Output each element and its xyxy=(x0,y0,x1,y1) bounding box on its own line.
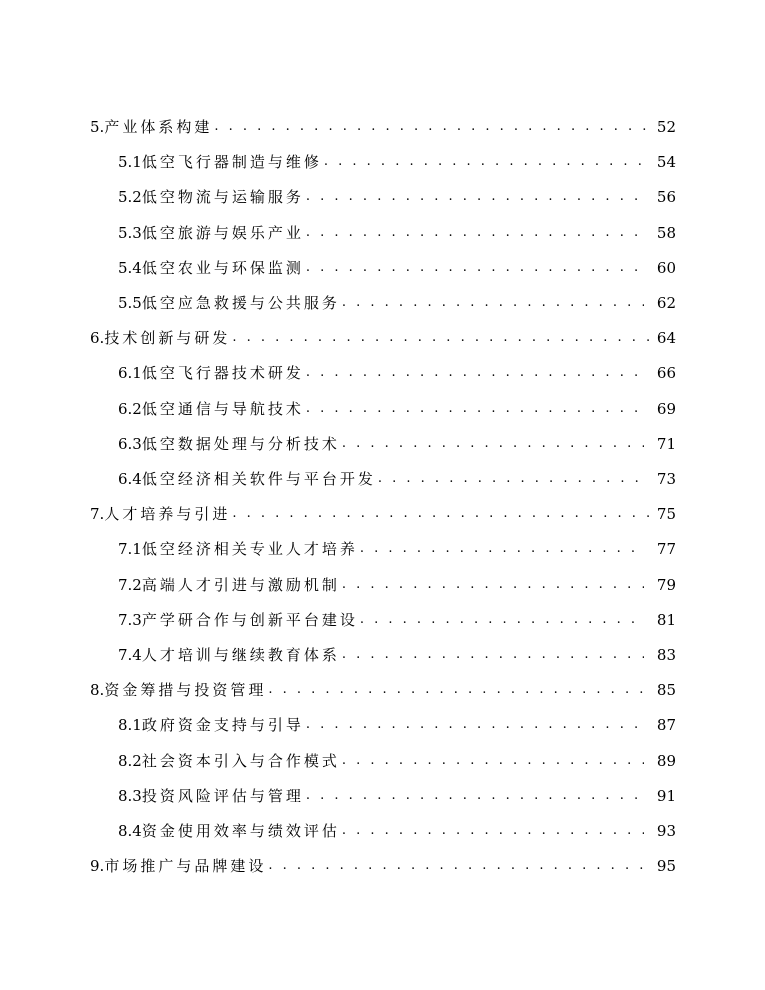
toc-dot-leader xyxy=(324,153,644,171)
toc-page-number: 62 xyxy=(656,294,676,312)
toc-entry-number: 6.2 xyxy=(118,400,142,418)
toc-entry-number: 5.5 xyxy=(118,294,142,312)
toc-dot-leader xyxy=(306,716,644,734)
toc-entry-title: 低空经济相关专业人才培养 xyxy=(141,540,358,558)
toc-page-number: 52 xyxy=(656,118,676,136)
toc-section-entry[interactable] xyxy=(118,147,676,171)
toc-entry-number: 7.4 xyxy=(118,646,142,664)
toc-dot-leader xyxy=(306,259,644,277)
toc-entry-title: 政府资金支持与引导 xyxy=(141,716,304,734)
toc-entry-number: 7.2 xyxy=(118,576,142,594)
toc-entry-title: 技术创新与研发 xyxy=(104,329,231,347)
toc-dot-leader xyxy=(306,787,644,805)
toc-chapter-entry[interactable] xyxy=(90,499,676,523)
toc-entry-number: 5.4 xyxy=(118,259,142,277)
toc-entry-number: 6. xyxy=(90,329,105,347)
toc-dot-leader xyxy=(232,329,652,347)
toc-page-number: 77 xyxy=(656,540,676,558)
toc-section-entry[interactable] xyxy=(118,640,676,664)
toc-entry-number: 6.3 xyxy=(118,435,142,453)
toc-entry-title: 人才培训与继续教育体系 xyxy=(141,646,340,664)
toc-dot-leader xyxy=(360,540,644,558)
toc-dot-leader xyxy=(306,188,644,206)
toc-section-entry[interactable] xyxy=(118,394,676,418)
toc-section-entry[interactable] xyxy=(118,781,676,805)
toc-section-entry[interactable] xyxy=(118,182,676,206)
toc-entry-title: 资金使用效率与绩效评估 xyxy=(141,822,340,840)
toc-dot-leader xyxy=(342,822,644,840)
toc-entry-title: 低空物流与运输服务 xyxy=(141,188,304,206)
toc-page-number: 83 xyxy=(656,646,676,664)
toc-entry-title: 社会资本引入与合作模式 xyxy=(141,752,340,770)
toc-page-number: 71 xyxy=(656,435,676,453)
toc-section-entry[interactable] xyxy=(118,218,676,242)
toc-entry-number: 7. xyxy=(90,505,105,523)
toc-entry-title: 低空飞行器制造与维修 xyxy=(141,153,322,171)
toc-page-number: 93 xyxy=(656,822,676,840)
toc-dot-leader xyxy=(268,857,652,875)
toc-entry-number: 5.2 xyxy=(118,188,142,206)
toc-chapter-entry[interactable] xyxy=(90,675,676,699)
toc-page-number: 73 xyxy=(656,470,676,488)
toc-page-number: 91 xyxy=(656,787,676,805)
toc-dot-leader xyxy=(232,505,652,523)
toc-entry-title: 低空通信与导航技术 xyxy=(141,400,304,418)
toc-dot-leader xyxy=(214,118,652,136)
toc-page-number: 95 xyxy=(656,857,676,875)
toc-entry-title: 低空数据处理与分析技术 xyxy=(141,435,340,453)
toc-dot-leader xyxy=(342,576,644,594)
toc-page-number: 79 xyxy=(656,576,676,594)
toc-page-number: 58 xyxy=(656,224,676,242)
toc-page-number: 81 xyxy=(656,611,676,629)
toc-page-number: 54 xyxy=(656,153,676,171)
toc-dot-leader xyxy=(306,224,644,242)
toc-entry-number: 7.1 xyxy=(118,540,142,558)
toc-entry-number: 8.1 xyxy=(118,716,142,734)
toc-entry-number: 5.3 xyxy=(118,224,142,242)
toc-section-entry[interactable] xyxy=(118,358,676,382)
toc-entry-number: 6.4 xyxy=(118,470,142,488)
toc-entry-number: 9. xyxy=(90,857,105,875)
toc-section-entry[interactable] xyxy=(118,288,676,312)
toc-page-number: 75 xyxy=(656,505,676,523)
toc-entry-number: 5.1 xyxy=(118,153,142,171)
toc-entry-number: 5. xyxy=(90,118,105,136)
toc-entry-number: 8.2 xyxy=(118,752,142,770)
toc-dot-leader xyxy=(342,646,644,664)
toc-section-entry[interactable] xyxy=(118,605,676,629)
toc-section-entry[interactable] xyxy=(118,570,676,594)
toc-entry-title: 低空应急救援与公共服务 xyxy=(141,294,340,312)
toc-page-number: 56 xyxy=(656,188,676,206)
toc-entry-number: 8.4 xyxy=(118,822,142,840)
toc-page-number: 87 xyxy=(656,716,676,734)
toc-entry-title: 资金筹措与投资管理 xyxy=(104,681,267,699)
toc-section-entry[interactable] xyxy=(118,429,676,453)
toc-entry-number: 7.3 xyxy=(118,611,142,629)
toc-dot-leader xyxy=(378,470,644,488)
toc-section-entry[interactable] xyxy=(118,746,676,770)
toc-entry-title: 投资风险评估与管理 xyxy=(141,787,304,805)
toc-dot-leader xyxy=(268,681,652,699)
toc-entry-number: 6.1 xyxy=(118,364,142,382)
toc-entry-title: 高端人才引进与激励机制 xyxy=(141,576,340,594)
toc-page-number: 60 xyxy=(656,259,676,277)
toc-entry-number: 8.3 xyxy=(118,787,142,805)
toc-chapter-entry[interactable] xyxy=(90,112,676,136)
toc-page-number: 85 xyxy=(656,681,676,699)
toc-section-entry[interactable] xyxy=(118,534,676,558)
toc-page-number: 69 xyxy=(656,400,676,418)
toc-dot-leader xyxy=(306,400,644,418)
toc-section-entry[interactable] xyxy=(118,816,676,840)
toc-dot-leader xyxy=(306,364,644,382)
toc-entry-title: 低空农业与环保监测 xyxy=(141,259,304,277)
toc-entry-title: 人才培养与引进 xyxy=(104,505,231,523)
toc-entry-title: 产业体系构建 xyxy=(104,118,213,136)
toc-dot-leader xyxy=(342,294,644,312)
toc-entry-title: 市场推广与品牌建设 xyxy=(104,857,267,875)
toc-dot-leader xyxy=(360,611,644,629)
toc-entry-title: 低空经济相关软件与平台开发 xyxy=(141,470,376,488)
toc-page-number: 89 xyxy=(656,752,676,770)
toc-dot-leader xyxy=(342,752,644,770)
toc-chapter-entry[interactable] xyxy=(90,323,676,347)
toc-entry-title: 产学研合作与创新平台建设 xyxy=(141,611,358,629)
toc-page-number: 66 xyxy=(656,364,676,382)
toc-section-entry[interactable] xyxy=(118,464,676,488)
toc-dot-leader xyxy=(342,435,644,453)
toc-entry-title: 低空旅游与娱乐产业 xyxy=(141,224,304,242)
toc-chapter-entry[interactable] xyxy=(90,851,676,875)
toc-page-number: 64 xyxy=(656,329,676,347)
toc-section-entry[interactable] xyxy=(118,710,676,734)
toc-entry-title: 低空飞行器技术研发 xyxy=(141,364,304,382)
toc-entry-number: 8. xyxy=(90,681,105,699)
toc-section-entry[interactable] xyxy=(118,253,676,277)
